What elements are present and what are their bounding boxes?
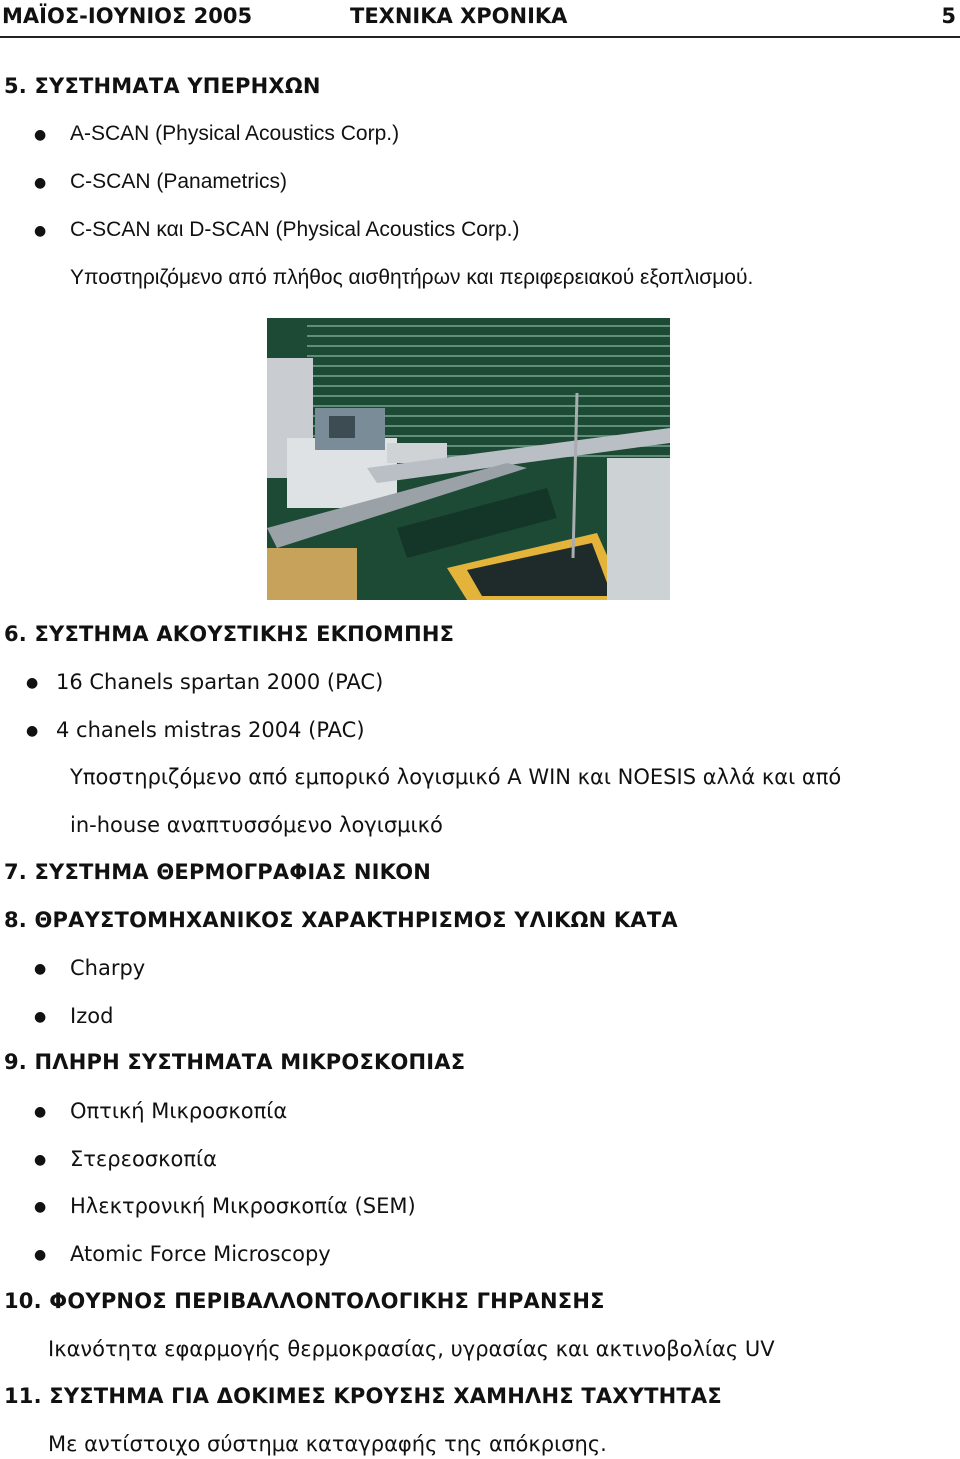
bullet-icon: ● [34,1009,47,1025]
bullet-icon: ● [34,1247,47,1263]
section-6-note-line-2: in-house αναπτυσσόμενο λογισμικό [70,813,443,837]
lab-equipment-photo [267,318,670,600]
bullet-icon: ● [34,1199,47,1215]
list-item: Στερεοσκοπία [70,1147,217,1171]
section-5-title: 5. ΣΥΣΤΗΜΑΤΑ ΥΠΕΡΗΧΩΝ [4,74,321,98]
page-header [0,2,960,38]
list-item: Ηλεκτρονική Μικροσκοπία (SEM) [70,1194,416,1218]
bullet-icon: ● [34,127,47,143]
section-6-note-line-1: Υποστηριζόμενο από εμπορικό λογισμικό A WIN και NOESIS αλλά και από [70,765,842,789]
bullet-icon: ● [34,961,47,977]
list-item: C-SCAN και D-SCAN (Physical Acoustics Corp.) [70,218,520,241]
list-item: 4 chanels mistras 2004 (PAC) [56,718,365,742]
header-journal: ΤΕΧΝΙΚΑ ΧΡΟΝΙΚΑ [350,4,568,28]
section-11-note: Με αντίστοιχο σύστημα καταγραφής της απόκρισης. [48,1432,607,1456]
bullet-icon: ● [34,223,47,239]
bullet-icon: ● [34,175,47,191]
list-item: Οπτική Μικροσκοπία [70,1099,288,1123]
section-10-note: Ικανότητα εφαρμογής θερμοκρασίας, υγρασίας και ακτινοβολίας UV [48,1337,775,1361]
list-item: 16 Chanels spartan 2000 (PAC) [56,670,384,694]
list-item: Atomic Force Microscopy [70,1242,331,1266]
section-11-title: 11. ΣΥΣΤΗΜΑ ΓΙΑ ΔΟΚΙΜΕΣ ΚΡΟΥΣΗΣ ΧΑΜΗΛΗΣ ΤΑΧΥΤΗΤΑΣ [4,1384,722,1408]
list-item: Izod [70,1004,114,1028]
section-7-title: 7. ΣΥΣΤΗΜΑ ΘΕΡΜΟΓΡΑΦΙΑΣ NIKON [4,860,432,884]
bullet-icon: ● [34,1104,47,1120]
section-6-title: 6. ΣΥΣΤΗΜΑ ΑΚΟΥΣΤΙΚΗΣ ΕΚΠΟΜΠΗΣ [4,622,455,646]
section-8-title: 8. ΘΡΑΥΣΤΟΜΗΧΑΝΙΚΟΣ ΧΑΡΑΚΤΗΡΙΣΜΟΣ ΥΛΙΚΩΝ ΚΑΤΑ [4,908,678,932]
header-date: ΜΑΪΟΣ-ΙΟΥΝΙΟΣ 2005 [2,4,253,28]
section-5-note: Υποστηριζόμενο από πλήθος αισθητήρων και περιφερειακού εξοπλισμού. [70,266,754,289]
bullet-icon: ● [34,1152,47,1168]
bullet-icon: ● [26,675,39,691]
section-9-title: 9. ΠΛΗΡΗ ΣΥΣΤΗΜΑΤΑ ΜΙΚΡΟΣΚΟΠΙΑΣ [4,1050,466,1074]
bullet-icon: ● [26,723,39,739]
list-item: Charpy [70,956,146,980]
list-item: C-SCAN (Panametrics) [70,170,288,193]
header-page-number: 5 [941,4,956,28]
section-10-title: 10. ΦΟΥΡΝΟΣ ΠΕΡΙΒΑΛΛΟΝΤΟΛΟΓΙΚΗΣ ΓΗΡΑΝΣΗΣ [4,1289,605,1313]
list-item: A-SCAN (Physical Acoustics Corp.) [70,122,400,145]
